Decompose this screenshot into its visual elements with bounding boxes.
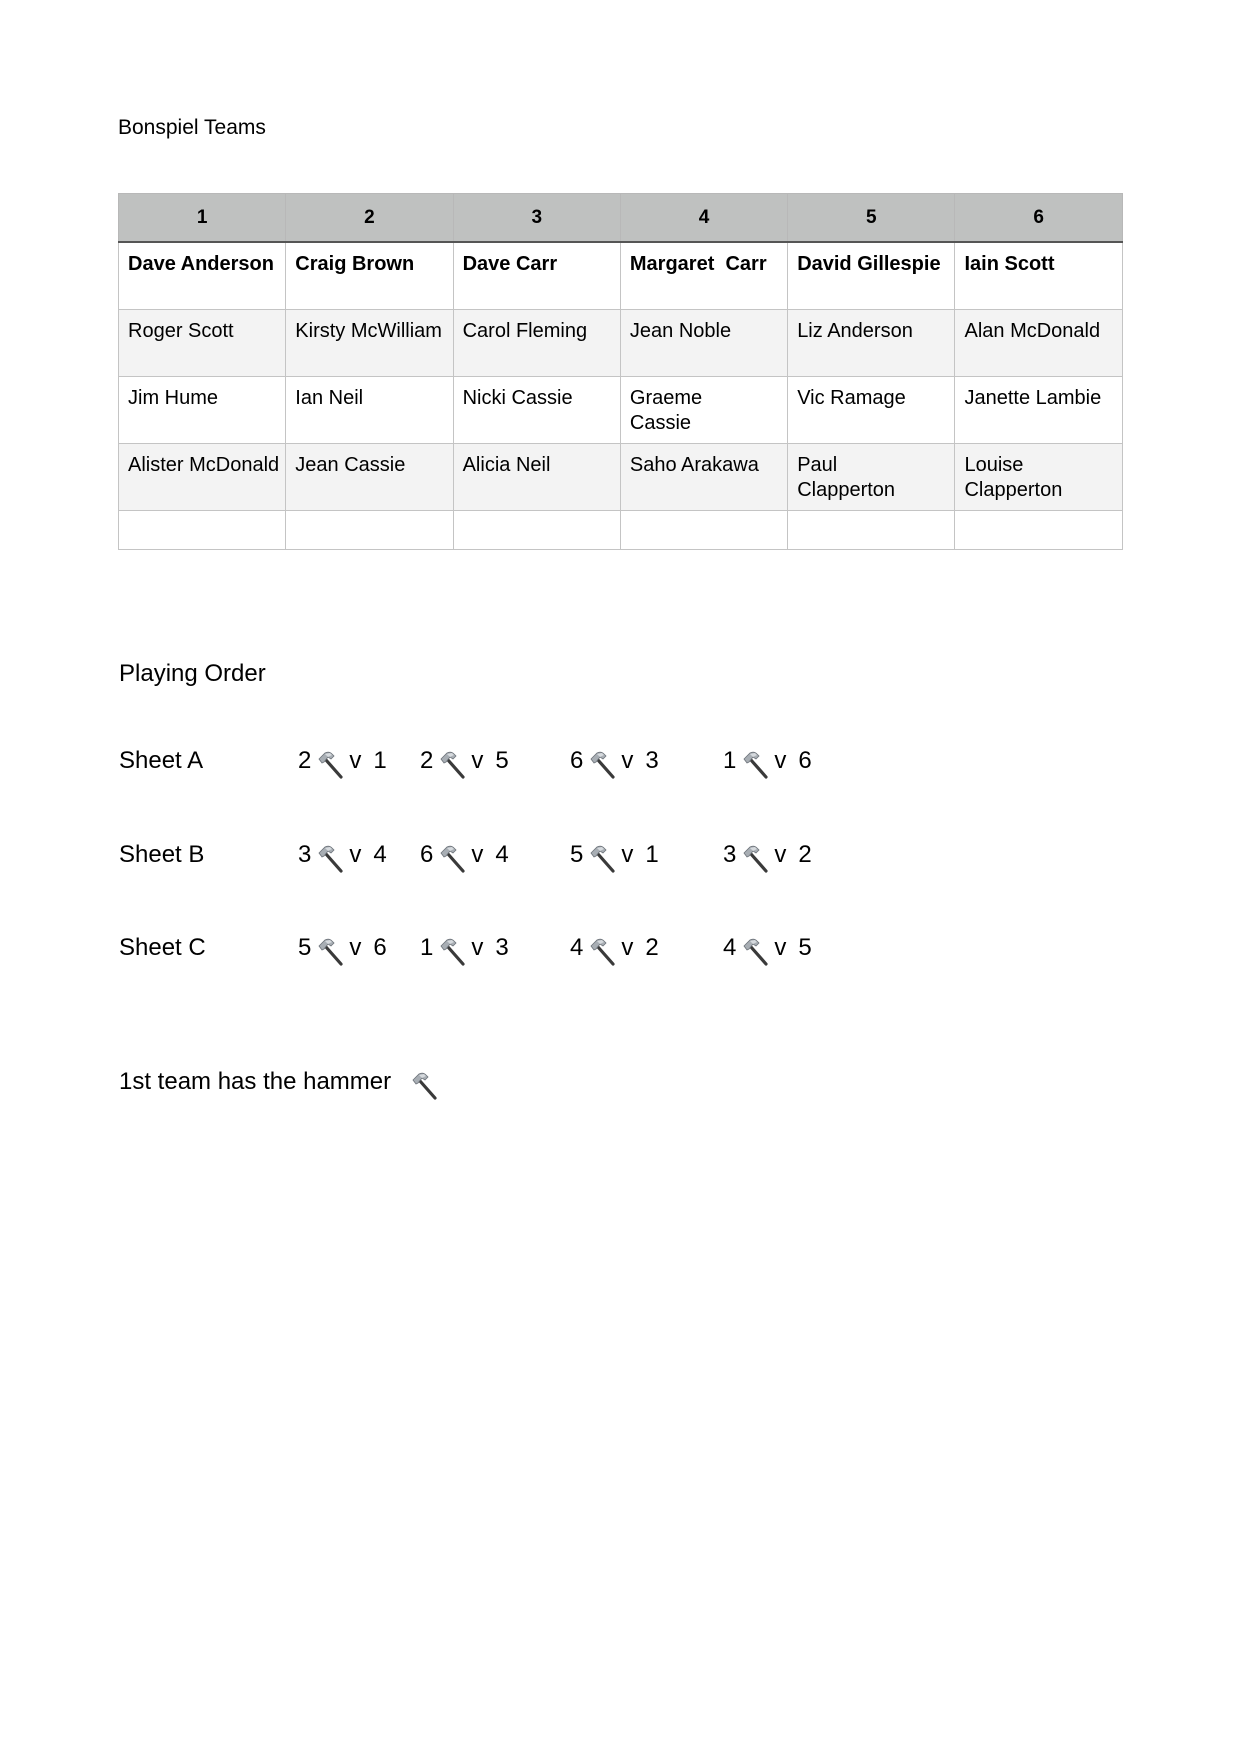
versus-label: v	[621, 934, 634, 961]
sheet-label: Sheet B	[119, 841, 205, 868]
hammer-icon	[437, 844, 467, 874]
home-team-number: 1	[723, 747, 737, 774]
match	[723, 840, 812, 870]
away-team-number: 5	[798, 934, 812, 961]
player-cell: Alister McDonald	[119, 444, 286, 511]
page-title: Bonspiel Teams	[118, 116, 266, 139]
hammer-icon	[315, 750, 345, 780]
empty-cell	[286, 511, 453, 550]
away-team-number: 6	[373, 934, 387, 961]
team-number-header: 4	[620, 194, 787, 243]
versus-label: v	[774, 934, 787, 961]
home-team-number: 5	[298, 934, 312, 961]
sheet-label: Sheet A	[119, 747, 204, 774]
hammer-footnote	[119, 1067, 439, 1097]
table-header-row	[119, 194, 1123, 243]
versus-label: v	[621, 841, 634, 868]
versus-label: v	[774, 747, 787, 774]
empty-cell	[453, 511, 620, 550]
teams-table	[118, 193, 1123, 550]
away-team-number: 1	[373, 747, 387, 774]
hammer-icon	[409, 1071, 439, 1101]
table-row-empty	[119, 511, 1123, 550]
player-cell: David Gillespie	[788, 242, 955, 310]
player-cell: Jean Noble	[620, 310, 787, 377]
away-team-number: 3	[645, 747, 659, 774]
footnote-text: 1st team has the hammer	[119, 1068, 392, 1095]
playing-order-title: Playing Order	[119, 660, 266, 687]
home-team-number: 4	[723, 934, 737, 961]
match	[723, 746, 812, 776]
hammer-icon	[740, 844, 770, 874]
away-team-number: 4	[373, 841, 387, 868]
player-cell: Roger Scott	[119, 310, 286, 377]
sheet-label: Sheet C	[119, 934, 206, 961]
empty-cell	[788, 511, 955, 550]
table-row-skips	[119, 242, 1123, 310]
home-team-number: 3	[723, 841, 737, 868]
table-row	[119, 444, 1123, 511]
table-row	[119, 310, 1123, 377]
home-team-number: 3	[298, 841, 312, 868]
player-cell: Vic Ramage	[788, 377, 955, 444]
hammer-icon	[315, 844, 345, 874]
away-team-number: 1	[645, 841, 659, 868]
hammer-icon	[587, 844, 617, 874]
player-cell: Janette Lambie	[955, 377, 1122, 444]
player-cell: Jim Hume	[119, 377, 286, 444]
home-team-number: 6	[570, 747, 584, 774]
home-team-number: 1	[420, 934, 434, 961]
away-team-number: 4	[495, 841, 509, 868]
player-cell: Alicia Neil	[453, 444, 620, 511]
match	[298, 840, 387, 870]
match	[570, 746, 659, 776]
match	[723, 933, 812, 963]
hammer-icon	[437, 937, 467, 967]
table-row	[119, 377, 1123, 444]
hammer-icon	[587, 750, 617, 780]
player-cell: Ian Neil	[286, 377, 453, 444]
versus-label: v	[349, 934, 362, 961]
player-cell: Carol Fleming	[453, 310, 620, 377]
versus-label: v	[471, 934, 484, 961]
player-cell: Nicki Cassie	[453, 377, 620, 444]
player-cell: Louise Clapperton	[955, 444, 1122, 511]
match	[420, 746, 509, 776]
empty-cell	[620, 511, 787, 550]
hammer-icon	[315, 937, 345, 967]
home-team-number: 6	[420, 841, 434, 868]
team-number-header: 5	[788, 194, 955, 243]
player-cell: Dave Carr	[453, 242, 620, 310]
player-cell: Iain Scott	[955, 242, 1122, 310]
player-cell: Paul Clapperton	[788, 444, 955, 511]
home-team-number: 2	[298, 747, 312, 774]
player-cell: Saho Arakawa	[620, 444, 787, 511]
match	[420, 840, 509, 870]
empty-cell	[119, 511, 286, 550]
match	[570, 933, 659, 963]
home-team-number: 2	[420, 747, 434, 774]
home-team-number: 5	[570, 841, 584, 868]
player-cell: Graeme Cassie	[620, 377, 787, 444]
hammer-icon	[437, 750, 467, 780]
match	[570, 840, 659, 870]
team-number-header: 6	[955, 194, 1122, 243]
match	[420, 933, 509, 963]
player-cell: Alan McDonald	[955, 310, 1122, 377]
versus-label: v	[349, 841, 362, 868]
player-cell: Dave Anderson	[119, 242, 286, 310]
away-team-number: 2	[645, 934, 659, 961]
away-team-number: 3	[495, 934, 509, 961]
team-number-header: 2	[286, 194, 453, 243]
match	[298, 746, 387, 776]
match	[298, 933, 387, 963]
player-cell: Craig Brown	[286, 242, 453, 310]
home-team-number: 4	[570, 934, 584, 961]
hammer-icon	[740, 750, 770, 780]
player-cell: Liz Anderson	[788, 310, 955, 377]
hammer-icon	[740, 937, 770, 967]
team-number-header: 1	[119, 194, 286, 243]
away-team-number: 2	[798, 841, 812, 868]
versus-label: v	[471, 841, 484, 868]
versus-label: v	[621, 747, 634, 774]
player-cell: Kirsty McWilliam	[286, 310, 453, 377]
versus-label: v	[471, 747, 484, 774]
hammer-icon	[587, 937, 617, 967]
away-team-number: 6	[798, 747, 812, 774]
player-cell: Margaret Carr	[620, 242, 787, 310]
versus-label: v	[774, 841, 787, 868]
versus-label: v	[349, 747, 362, 774]
player-cell: Jean Cassie	[286, 444, 453, 511]
empty-cell	[955, 511, 1122, 550]
away-team-number: 5	[495, 747, 509, 774]
team-number-header: 3	[453, 194, 620, 243]
